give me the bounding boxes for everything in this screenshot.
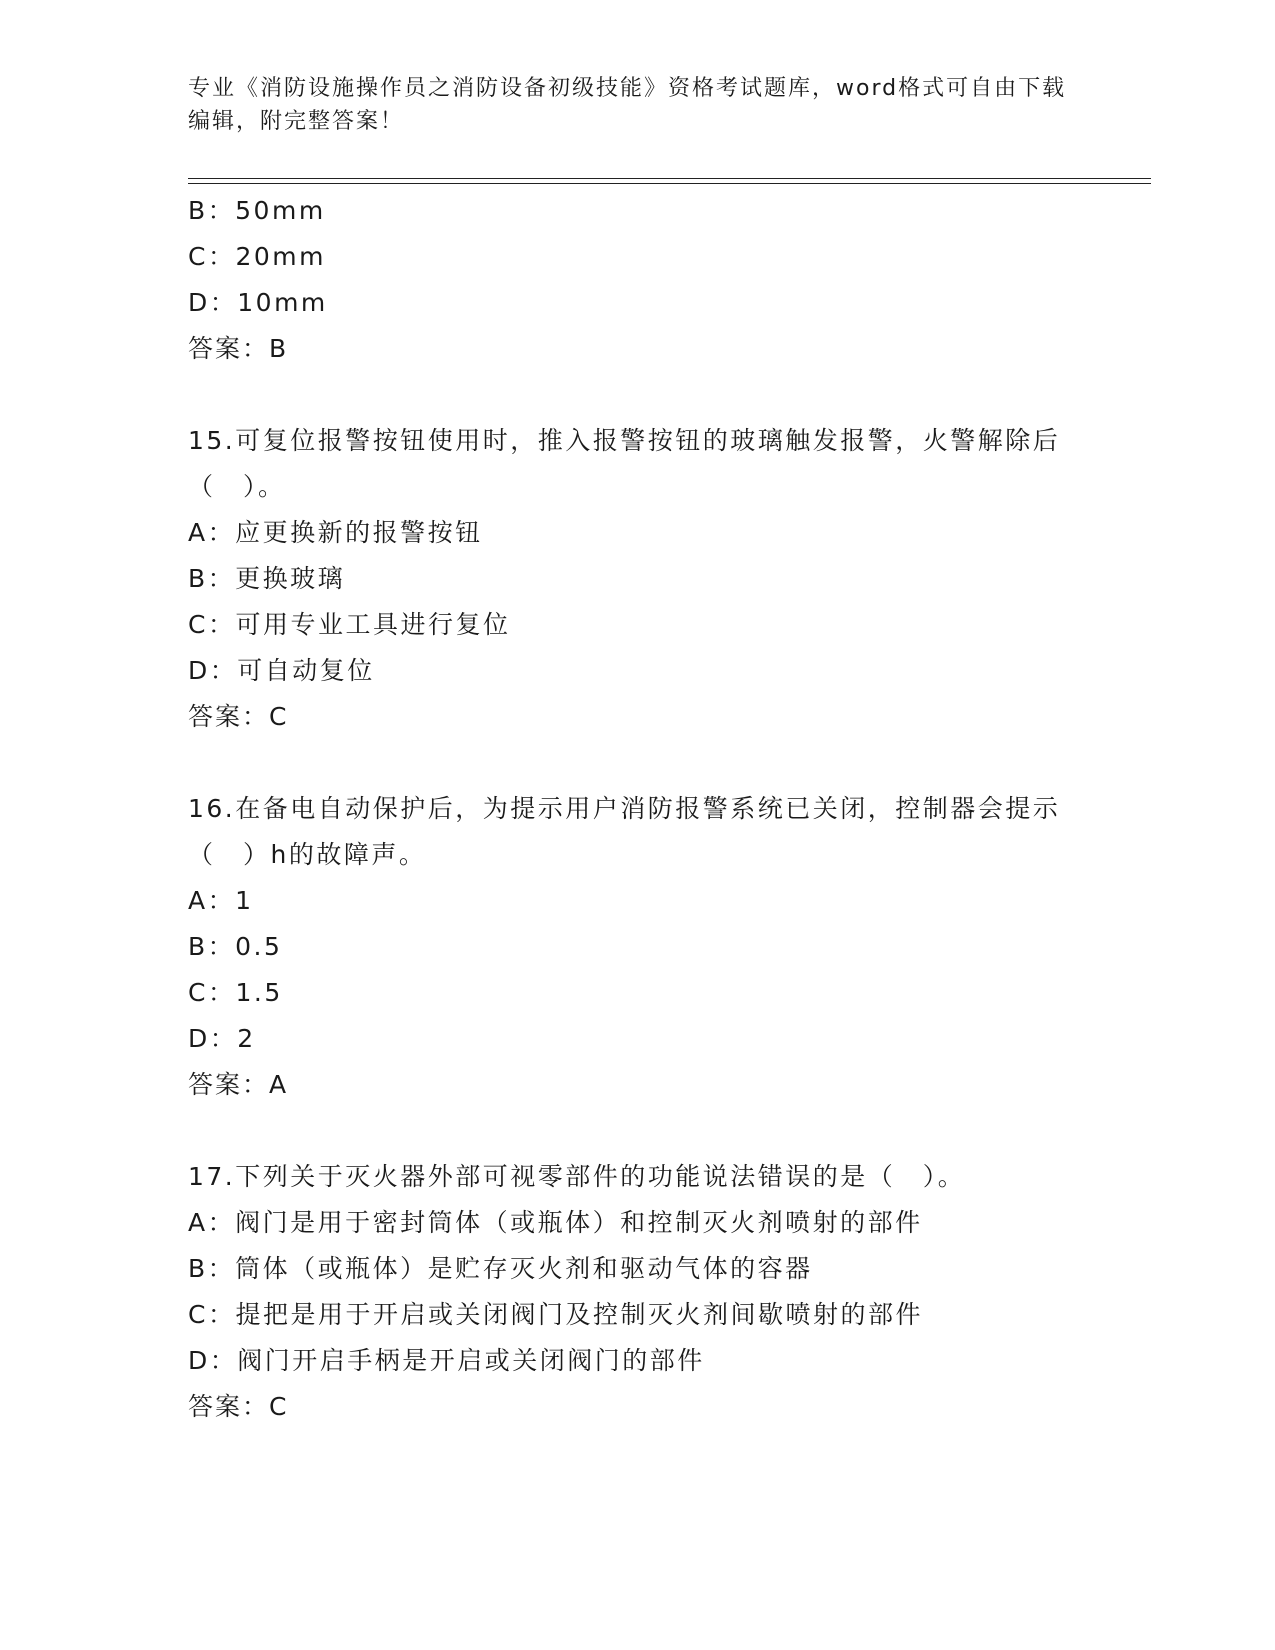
answer: 答案：C (188, 702, 289, 731)
option-d: D：可自动复位 (188, 656, 375, 685)
answer: 答案：B (188, 334, 289, 363)
option-a: A：应更换新的报警按钮 (188, 518, 483, 547)
option-b: B：0.5 (188, 932, 283, 961)
option-c: C：提把是用于开启或关闭阀门及控制灭火剂间歇喷射的部件 (188, 1300, 923, 1329)
option-b: B：50mm (188, 196, 326, 225)
option-b: B：筒体（或瓶体）是贮存灭火剂和驱动气体的容器 (188, 1254, 813, 1283)
document-header: 专业《消防设施操作员之消防设备初级技能》资格考试题库，word格式可自由下载编辑，附完整答案！ (188, 76, 1067, 134)
question-stem: 17.下列关于灭火器外部可视零部件的功能说法错误的是（ ）。 (188, 1162, 966, 1191)
option-d: D：10mm (188, 288, 328, 317)
question-stem: 15.可复位报警按钮使用时，推入报警按钮的玻璃触发报警，火警解除后（ ）。 (188, 426, 1061, 501)
option-c: C：1.5 (188, 978, 283, 1007)
question-list (188, 188, 1088, 1430)
question-17 (188, 1154, 1088, 1430)
option-a: A：1 (188, 886, 254, 915)
question-stem: 16.在备电自动保护后，为提示用户消防报警系统已关闭，控制器会提示（ ）h的故障声。 (188, 794, 1061, 869)
option-c: C：20mm (188, 242, 326, 271)
option-c: C：可用专业工具进行复位 (188, 610, 511, 639)
header-divider-second (188, 183, 1151, 184)
question-15 (188, 418, 1088, 740)
answer: 答案：A (188, 1070, 289, 1099)
option-a: A：阀门是用于密封筒体（或瓶体）和控制灭火剂喷射的部件 (188, 1208, 923, 1237)
option-b: B：更换玻璃 (188, 564, 346, 593)
previous-question-tail (188, 188, 1088, 372)
option-d: D：2 (188, 1024, 256, 1053)
header-divider (188, 178, 1151, 179)
answer: 答案：C (188, 1392, 289, 1421)
option-d: D：阀门开启手柄是开启或关闭阀门的部件 (188, 1346, 705, 1375)
question-16 (188, 786, 1088, 1108)
